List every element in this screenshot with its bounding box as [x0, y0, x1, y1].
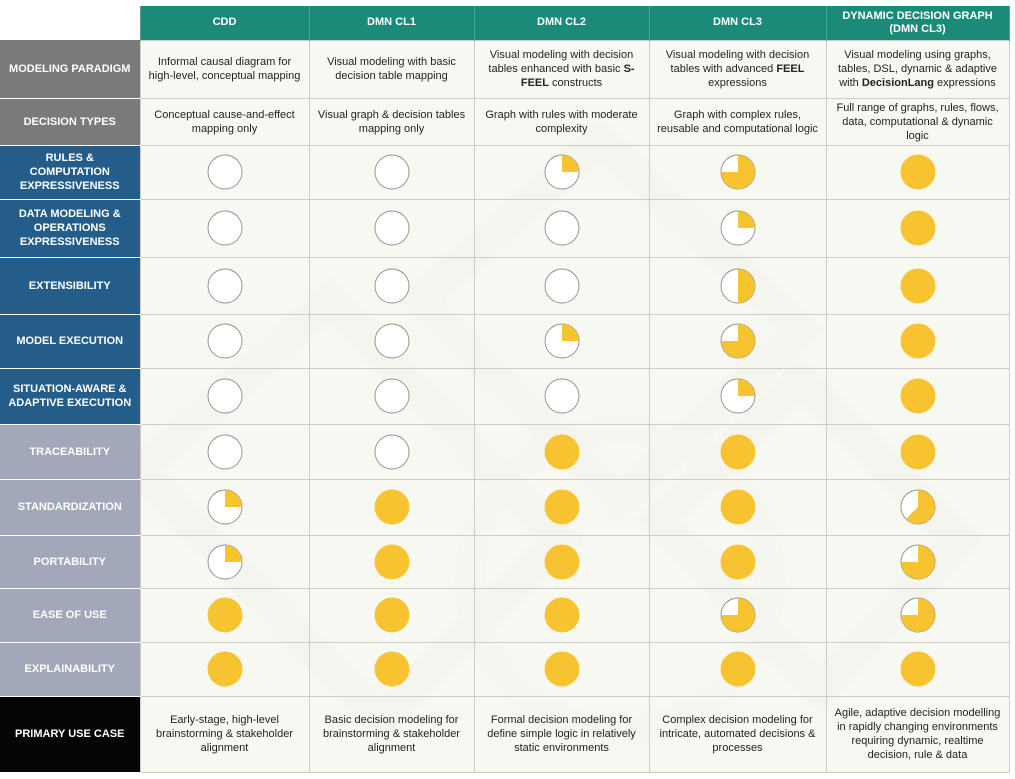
rating-cell-cdd [140, 642, 309, 696]
harvey-ball-outline [208, 155, 242, 189]
rating-cell-ddg [826, 588, 1009, 642]
rating-cell-cl2 [474, 145, 649, 199]
rating-row [0, 479, 1009, 535]
harvey-ball [373, 209, 411, 247]
row-label: STANDARDIZATION [0, 479, 140, 535]
harvey-ball-full [901, 435, 935, 469]
cell-modeling_paradigm-cl2: Visual modeling with decision tables enhanced with basic S-FEEL constructs [474, 40, 649, 98]
harvey-ball-outline [208, 379, 242, 413]
harvey-ball [543, 209, 581, 247]
harvey-ball [543, 650, 581, 688]
harvey-ball-full [901, 155, 935, 189]
rating-cell-ddg [826, 424, 1009, 479]
column-header-cdd: CDD [140, 6, 309, 40]
harvey-ball-full [375, 490, 409, 524]
rating-cell-cl3 [649, 368, 826, 424]
harvey-ball-full [208, 652, 242, 686]
harvey-ball-full [721, 435, 755, 469]
harvey-ball [899, 433, 937, 471]
cell-modeling_paradigm-cl1: Visual modeling with basic decision table mapping [309, 40, 474, 98]
rating-cell-cl3 [649, 314, 826, 368]
rating-cell-cdd [140, 424, 309, 479]
rating-cell-cl3 [649, 199, 826, 257]
harvey-ball [206, 650, 244, 688]
harvey-ball [899, 650, 937, 688]
rating-cell-cl3 [649, 535, 826, 588]
harvey-ball-outline [375, 211, 409, 245]
harvey-ball-full [545, 652, 579, 686]
rating-row [0, 642, 1009, 696]
rating-row [0, 257, 1009, 314]
row-label: DATA MODELING & OPERATIONS EXPRESSIVENESS [0, 199, 140, 257]
harvey-ball-full [545, 545, 579, 579]
harvey-ball-outline [208, 269, 242, 303]
row-label: TRACEABILITY [0, 424, 140, 479]
harvey-ball [543, 543, 581, 581]
harvey-ball [373, 322, 411, 360]
table-body [0, 40, 1009, 772]
rating-cell-cl2 [474, 424, 649, 479]
harvey-ball [899, 209, 937, 247]
row-label: EASE OF USE [0, 588, 140, 642]
rating-cell-cl3 [649, 588, 826, 642]
harvey-ball-full [901, 269, 935, 303]
harvey-ball-outline [545, 211, 579, 245]
harvey-ball [719, 488, 757, 526]
harvey-ball [543, 377, 581, 415]
harvey-ball [543, 488, 581, 526]
rating-row [0, 368, 1009, 424]
harvey-ball [206, 488, 244, 526]
harvey-ball-full [545, 490, 579, 524]
rating-row [0, 314, 1009, 368]
rating-cell-cl2 [474, 368, 649, 424]
comparison-table [0, 6, 1010, 773]
cell-decision_types-cl1: Visual graph & decision tables mapping only [309, 98, 474, 145]
harvey-ball-outline [375, 155, 409, 189]
rating-cell-cl3 [649, 145, 826, 199]
harvey-ball-outline [375, 324, 409, 358]
emphasized-term: S-FEEL [520, 63, 635, 89]
rating-cell-ddg [826, 257, 1009, 314]
rating-row [0, 535, 1009, 588]
rating-cell-cdd [140, 479, 309, 535]
rating-cell-cdd [140, 145, 309, 199]
cell-modeling_paradigm-cl3: Visual modeling with decision tables with advanced FEEL expressions [649, 40, 826, 98]
harvey-ball [206, 209, 244, 247]
harvey-ball-fill [225, 545, 242, 562]
harvey-ball-outline [208, 211, 242, 245]
rating-cell-cl1 [309, 642, 474, 696]
harvey-ball [719, 267, 757, 305]
rating-cell-cl1 [309, 257, 474, 314]
harvey-ball-fill [738, 379, 755, 396]
cell-modeling_paradigm-cdd: Informal causal diagram for high-level, conceptual mapping [140, 40, 309, 98]
harvey-ball [899, 377, 937, 415]
harvey-ball [206, 153, 244, 191]
row-label-decision_types: DECISION TYPES [0, 98, 140, 145]
harvey-ball-fill [225, 490, 242, 507]
harvey-ball [206, 267, 244, 305]
harvey-ball-outline [208, 435, 242, 469]
column-header-row [0, 6, 1009, 40]
row-primary_use_case [0, 696, 1009, 772]
rating-cell-ddg [826, 314, 1009, 368]
rating-row [0, 588, 1009, 642]
harvey-ball [899, 267, 937, 305]
harvey-ball [899, 543, 937, 581]
harvey-ball-full [375, 545, 409, 579]
harvey-ball-outline [208, 324, 242, 358]
rating-cell-cl1 [309, 199, 474, 257]
harvey-ball [543, 267, 581, 305]
harvey-ball-full [901, 379, 935, 413]
rating-cell-cl2 [474, 257, 649, 314]
harvey-ball-full [901, 324, 935, 358]
rating-cell-ddg [826, 535, 1009, 588]
rating-cell-cl1 [309, 314, 474, 368]
column-header-cl3: DMN CL3 [649, 6, 826, 40]
cell-decision_types-ddg: Full range of graphs, rules, flows, data, computational & dynamic logic [826, 98, 1009, 145]
cell-decision_types-cl3: Graph with complex rules, reusable and computational logic [649, 98, 826, 145]
harvey-ball-outline [545, 269, 579, 303]
harvey-ball-full [721, 490, 755, 524]
cell-decision_types-cl2: Graph with rules with moderate complexity [474, 98, 649, 145]
harvey-ball-fill [562, 324, 579, 341]
rating-cell-cl2 [474, 314, 649, 368]
rating-cell-cl3 [649, 479, 826, 535]
harvey-ball [373, 488, 411, 526]
harvey-ball-full [375, 652, 409, 686]
harvey-ball [899, 596, 937, 634]
harvey-ball-full [901, 211, 935, 245]
cell-modeling_paradigm-ddg: Visual modeling using graphs, tables, DSL, dynamic & adaptive with DecisionLang expressions [826, 40, 1009, 98]
harvey-ball [373, 596, 411, 634]
rating-cell-ddg [826, 145, 1009, 199]
cell-primary_use_case-ddg: Agile, adaptive decision modelling in rapidly changing environments requiring dynamic, realtime decision, rule & data [826, 696, 1009, 772]
column-header-ddg: DYNAMIC DECISION GRAPH (DMN CL3) [826, 6, 1009, 40]
rating-cell-cl1 [309, 368, 474, 424]
harvey-ball [373, 153, 411, 191]
rating-cell-ddg [826, 199, 1009, 257]
harvey-ball [206, 433, 244, 471]
harvey-ball-full [545, 598, 579, 632]
harvey-ball [373, 543, 411, 581]
rating-cell-cl2 [474, 199, 649, 257]
rating-cell-cl1 [309, 424, 474, 479]
rating-cell-cl1 [309, 145, 474, 199]
harvey-ball [719, 543, 757, 581]
harvey-ball [373, 377, 411, 415]
emphasized-term: FEEL [776, 63, 805, 75]
column-header-cl1: DMN CL1 [309, 6, 474, 40]
harvey-ball [543, 322, 581, 360]
row-label: SITUATION-AWARE & ADAPTIVE EXECUTION [0, 368, 140, 424]
harvey-ball-outline [375, 435, 409, 469]
row-label: RULES & COMPUTATION EXPRESSIVENESS [0, 145, 140, 199]
harvey-ball [719, 322, 757, 360]
harvey-ball [719, 377, 757, 415]
rating-row [0, 424, 1009, 479]
harvey-ball [899, 153, 937, 191]
harvey-ball-outline [375, 269, 409, 303]
row-label: EXPLAINABILITY [0, 642, 140, 696]
rating-cell-cl3 [649, 257, 826, 314]
harvey-ball-full [545, 435, 579, 469]
harvey-ball-full [721, 545, 755, 579]
harvey-ball [719, 153, 757, 191]
rating-row [0, 199, 1009, 257]
harvey-ball [899, 322, 937, 360]
row-modeling_paradigm [0, 40, 1009, 98]
cell-primary_use_case-cl1: Basic decision modeling for brainstorming & stakeholder alignment [309, 696, 474, 772]
rating-cell-cl2 [474, 642, 649, 696]
rating-cell-ddg [826, 368, 1009, 424]
harvey-ball [373, 267, 411, 305]
harvey-ball-fill [562, 155, 579, 172]
rating-cell-ddg [826, 479, 1009, 535]
rating-cell-cdd [140, 535, 309, 588]
harvey-ball [206, 377, 244, 415]
harvey-ball [719, 433, 757, 471]
rating-cell-cl2 [474, 535, 649, 588]
harvey-ball [543, 596, 581, 634]
row-label: EXTENSIBILITY [0, 257, 140, 314]
harvey-ball [206, 322, 244, 360]
column-header-cl2: DMN CL2 [474, 6, 649, 40]
harvey-ball-fill [738, 269, 755, 303]
harvey-ball [543, 433, 581, 471]
emphasized-term: DecisionLang [861, 77, 934, 89]
cell-primary_use_case-cl2: Formal decision modeling for define simple logic in relatively static environments [474, 696, 649, 772]
rating-cell-cl2 [474, 479, 649, 535]
harvey-ball [719, 209, 757, 247]
rating-cell-cl1 [309, 535, 474, 588]
corner-cell [0, 6, 140, 40]
harvey-ball-full [721, 652, 755, 686]
rating-cell-cl3 [649, 424, 826, 479]
harvey-ball [206, 543, 244, 581]
row-label: MODEL EXECUTION [0, 314, 140, 368]
rating-cell-cdd [140, 257, 309, 314]
rating-row [0, 145, 1009, 199]
cell-decision_types-cdd: Conceptual cause-and-effect mapping only [140, 98, 309, 145]
rating-cell-cl1 [309, 588, 474, 642]
harvey-ball [719, 596, 757, 634]
harvey-ball-outline [375, 379, 409, 413]
harvey-ball-fill [738, 211, 755, 228]
harvey-ball-full [208, 598, 242, 632]
harvey-ball [543, 153, 581, 191]
rating-cell-cdd [140, 368, 309, 424]
cell-primary_use_case-cl3: Complex decision modeling for intricate, automated decisions & processes [649, 696, 826, 772]
rating-cell-ddg [826, 642, 1009, 696]
harvey-ball [899, 488, 937, 526]
harvey-ball-full [901, 652, 935, 686]
cell-primary_use_case-cdd: Early-stage, high-level brainstorming & stakeholder alignment [140, 696, 309, 772]
row-decision_types [0, 98, 1009, 145]
row-label: PORTABILITY [0, 535, 140, 588]
harvey-ball [373, 650, 411, 688]
harvey-ball-outline [545, 379, 579, 413]
rating-cell-cdd [140, 588, 309, 642]
rating-cell-cl1 [309, 479, 474, 535]
harvey-ball [719, 650, 757, 688]
harvey-ball [206, 596, 244, 634]
rating-cell-cl3 [649, 642, 826, 696]
rating-cell-cdd [140, 199, 309, 257]
harvey-ball [373, 433, 411, 471]
harvey-ball-full [375, 598, 409, 632]
rating-cell-cdd [140, 314, 309, 368]
rating-cell-cl2 [474, 588, 649, 642]
row-label-primary_use_case: PRIMARY USE CASE [0, 696, 140, 772]
row-label-modeling_paradigm: MODELING PARADIGM [0, 40, 140, 98]
